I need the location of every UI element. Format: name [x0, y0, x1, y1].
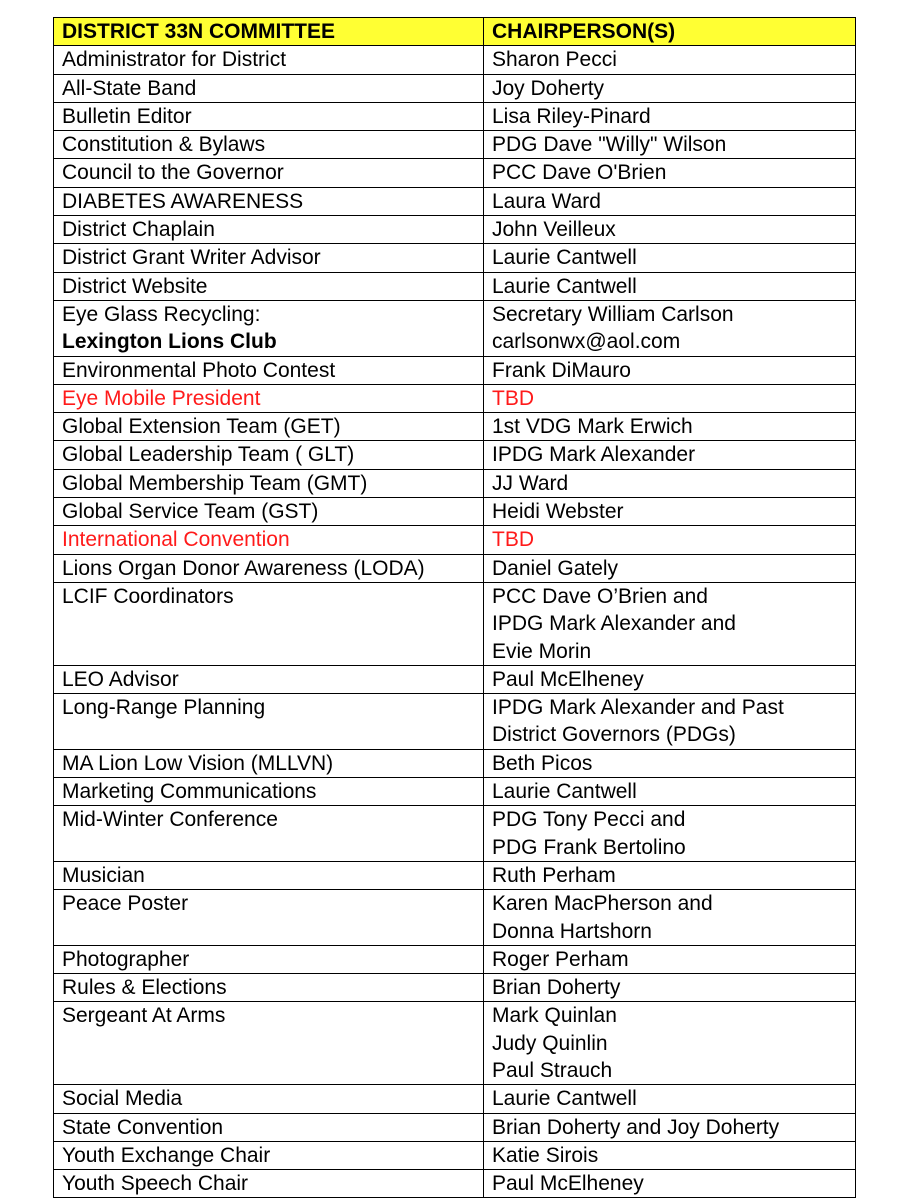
table-row: [54, 469, 856, 497]
chairperson-cell: [484, 1141, 856, 1169]
chairperson-name: Brian Doherty: [492, 976, 621, 1000]
committee-cell: [54, 46, 484, 74]
committee-cell: [54, 498, 484, 526]
committee-name: Mid-Winter Conference: [62, 808, 278, 832]
committee-name: International Convention: [62, 528, 290, 552]
chairperson-name: PDG Dave "Willy" Wilson: [492, 133, 727, 157]
chairperson-name: District Governors (PDGs): [492, 723, 736, 747]
chairperson-name: Joy Doherty: [492, 76, 605, 100]
committee-name: Youth Exchange Chair: [62, 1143, 271, 1167]
table-row: [54, 413, 856, 441]
chairperson-name: Ruth Perham: [492, 863, 616, 887]
table-row: [54, 216, 856, 244]
committee-cell: [54, 1141, 484, 1169]
chairperson-column-header: CHAIRPERSON(S): [484, 18, 856, 46]
chairperson-cell: [484, 356, 856, 384]
chairperson-name: Brian Doherty and Joy Doherty: [492, 1115, 780, 1139]
chairperson-cell: [484, 861, 856, 889]
committee-cell: [54, 665, 484, 693]
chairperson-name: Secretary William Carlson: [492, 302, 734, 326]
committee-name: Global Membership Team (GMT): [62, 471, 368, 495]
chairperson-name: TBD: [492, 386, 534, 410]
table-row: [54, 498, 856, 526]
chairperson-name: Laurie Cantwell: [492, 780, 637, 804]
chairperson-cell: [484, 694, 856, 750]
committee-cell: [54, 1113, 484, 1141]
chairperson-name: John Veilleux: [492, 218, 616, 242]
chairperson-name: Laurie Cantwell: [492, 1087, 637, 1111]
committee-cell: [54, 102, 484, 130]
committee-cell: [54, 749, 484, 777]
committee-table: [53, 17, 856, 1198]
chairperson-cell: [484, 498, 856, 526]
chairperson-cell: [484, 102, 856, 130]
chairperson-cell: [484, 1002, 856, 1085]
chairperson-cell: [484, 46, 856, 74]
committee-cell: [54, 159, 484, 187]
committee-cell: [54, 441, 484, 469]
committee-cell: [54, 1085, 484, 1113]
committee-cell: [54, 861, 484, 889]
committee-name: Social Media: [62, 1087, 183, 1111]
chairperson-name: JJ Ward: [492, 471, 569, 495]
table-row: [54, 46, 856, 74]
table-row: [54, 244, 856, 272]
chairperson-cell: [484, 945, 856, 973]
committee-cell: [54, 582, 484, 665]
chairperson-cell: [484, 244, 856, 272]
chairperson-cell: [484, 749, 856, 777]
table-row: [54, 1113, 856, 1141]
chairperson-name: Paul Strauch: [492, 1058, 613, 1082]
committee-name: All-State Band: [62, 76, 197, 100]
table-row: [54, 778, 856, 806]
chairperson-name: carlsonwx@aol.com: [492, 330, 681, 354]
committee-name: Council to the Governor: [62, 161, 284, 185]
chairperson-cell: [484, 665, 856, 693]
table-row: [54, 861, 856, 889]
committee-cell: [54, 1170, 484, 1198]
committee-name: Bulletin Editor: [62, 104, 192, 128]
committee-cell: [54, 131, 484, 159]
committee-name: Eye Glass Recycling:: [62, 302, 261, 326]
committee-cell: [54, 469, 484, 497]
chairperson-cell: [484, 413, 856, 441]
table-row: [54, 159, 856, 187]
table-row: [54, 441, 856, 469]
chairperson-name: Donna Hartshorn: [492, 919, 652, 943]
committee-name: Global Extension Team (GET): [62, 415, 341, 439]
chairperson-cell: [484, 131, 856, 159]
committee-cell: [54, 526, 484, 554]
chairperson-cell: [484, 582, 856, 665]
chairperson-name: Paul McElheney: [492, 667, 644, 691]
committee-name: Lions Organ Donor Awareness (LODA): [62, 556, 425, 580]
committee-cell: [54, 216, 484, 244]
chairperson-name: Frank DiMauro: [492, 358, 631, 382]
committee-name: Long-Range Planning: [62, 696, 266, 720]
chairperson-name: IPDG Mark Alexander and: [492, 612, 736, 636]
committee-name: LCIF Coordinators: [62, 584, 234, 608]
committee-name: DIABETES AWARENESS: [62, 189, 304, 213]
table-row: [54, 74, 856, 102]
table-row: [54, 300, 856, 356]
chairperson-name: PDG Tony Pecci and: [492, 808, 686, 832]
chairperson-name: IPDG Mark Alexander and Past: [492, 696, 784, 720]
chairperson-name: Katie Sirois: [492, 1143, 599, 1167]
committee-name: District Grant Writer Advisor: [62, 246, 321, 270]
chairperson-cell: [484, 1085, 856, 1113]
committee-name: Sergeant At Arms: [62, 1004, 226, 1028]
chairperson-name: PCC Dave O’Brien and: [492, 584, 708, 608]
committee-cell: [54, 945, 484, 973]
table-row: [54, 384, 856, 412]
chairperson-cell: [484, 272, 856, 300]
chairperson-name: Beth Picos: [492, 751, 593, 775]
chairperson-cell: [484, 890, 856, 946]
table-row: [54, 1085, 856, 1113]
chairperson-cell: [484, 778, 856, 806]
chairperson-cell: [484, 159, 856, 187]
committee-name: Rules & Elections: [62, 976, 227, 1000]
chairperson-cell: [484, 74, 856, 102]
committee-column-header: DISTRICT 33N COMMITTEE: [54, 18, 484, 46]
table-row: [54, 1002, 856, 1085]
committee-cell: [54, 974, 484, 1002]
committee-name: Youth Speech Chair: [62, 1172, 249, 1196]
committee-name: State Convention: [62, 1115, 224, 1139]
committee-name: Marketing Communications: [62, 780, 317, 804]
table-row: [54, 102, 856, 130]
chairperson-cell: [484, 1170, 856, 1198]
table-row: [54, 272, 856, 300]
chairperson-cell: [484, 974, 856, 1002]
table-row: [54, 749, 856, 777]
table-row: [54, 665, 856, 693]
committee-cell: [54, 272, 484, 300]
committee-cell: [54, 244, 484, 272]
table-row: [54, 526, 856, 554]
chairperson-name: 1st VDG Mark Erwich: [492, 415, 693, 439]
table-row: [54, 1170, 856, 1198]
committee-name: Environmental Photo Contest: [62, 358, 336, 382]
chairperson-cell: [484, 554, 856, 582]
header-row: [54, 18, 856, 46]
chairperson-name: Evie Morin: [492, 639, 592, 663]
committee-cell: [54, 1002, 484, 1085]
committee-cell: [54, 554, 484, 582]
chairperson-name: Laura Ward: [492, 189, 601, 213]
table-row: [54, 890, 856, 946]
committee-name: Global Leadership Team ( GLT): [62, 443, 355, 467]
committee-cell: [54, 778, 484, 806]
table-row: [54, 945, 856, 973]
committee-cell: [54, 187, 484, 215]
committee-rows: [54, 46, 856, 1198]
table-row: [54, 187, 856, 215]
chairperson-name: PDG Frank Bertolino: [492, 835, 686, 859]
chairperson-name: PCC Dave O'Brien: [492, 161, 667, 185]
chairperson-name: Daniel Gately: [492, 556, 619, 580]
chairperson-name: Roger Perham: [492, 947, 629, 971]
committee-name: Global Service Team (GST): [62, 500, 319, 524]
chairperson-cell: [484, 806, 856, 862]
table-row: [54, 356, 856, 384]
chairperson-name: TBD: [492, 528, 534, 552]
committee-name: Lexington Lions Club: [62, 330, 277, 354]
committee-cell: [54, 806, 484, 862]
chairperson-cell: [484, 187, 856, 215]
table-row: [54, 694, 856, 750]
table-row: [54, 974, 856, 1002]
committee-name: MA Lion Low Vision (MLLVN): [62, 751, 334, 775]
chairperson-cell: [484, 526, 856, 554]
committee-cell: [54, 694, 484, 750]
chairperson-cell: [484, 384, 856, 412]
chairperson-cell: [484, 469, 856, 497]
table-row: [54, 554, 856, 582]
committee-name: LEO Advisor: [62, 667, 179, 691]
committee-cell: [54, 74, 484, 102]
chairperson-name: Judy Quinlin: [492, 1031, 608, 1055]
committee-cell: [54, 890, 484, 946]
chairperson-name: Mark Quinlan: [492, 1004, 617, 1028]
chairperson-cell: [484, 1113, 856, 1141]
committee-cell: [54, 384, 484, 412]
committee-name: District Website: [62, 274, 208, 298]
committee-name: Photographer: [62, 947, 190, 971]
chairperson-name: IPDG Mark Alexander: [492, 443, 696, 467]
committee-name: Eye Mobile President: [62, 386, 261, 410]
table-row: [54, 131, 856, 159]
chairperson-name: Sharon Pecci: [492, 48, 617, 72]
chairperson-cell: [484, 441, 856, 469]
chairperson-name: Laurie Cantwell: [492, 274, 637, 298]
committee-name: Constitution & Bylaws: [62, 133, 266, 157]
chairperson-name: Paul McElheney: [492, 1172, 644, 1196]
chairperson-name: Heidi Webster: [492, 500, 624, 524]
table-row: [54, 582, 856, 665]
chairperson-name: Laurie Cantwell: [492, 246, 637, 270]
committee-cell: [54, 356, 484, 384]
committee-name: Musician: [62, 863, 145, 887]
committee-cell: [54, 300, 484, 356]
table-row: [54, 806, 856, 862]
committee-name: Administrator for District: [62, 48, 287, 72]
chairperson-cell: [484, 216, 856, 244]
chairperson-name: Lisa Riley-Pinard: [492, 104, 651, 128]
chairperson-name: Karen MacPherson and: [492, 892, 713, 916]
chairperson-cell: [484, 300, 856, 356]
table-row: [54, 1141, 856, 1169]
committee-name: Peace Poster: [62, 892, 189, 916]
committee-name: District Chaplain: [62, 218, 215, 242]
committee-cell: [54, 413, 484, 441]
